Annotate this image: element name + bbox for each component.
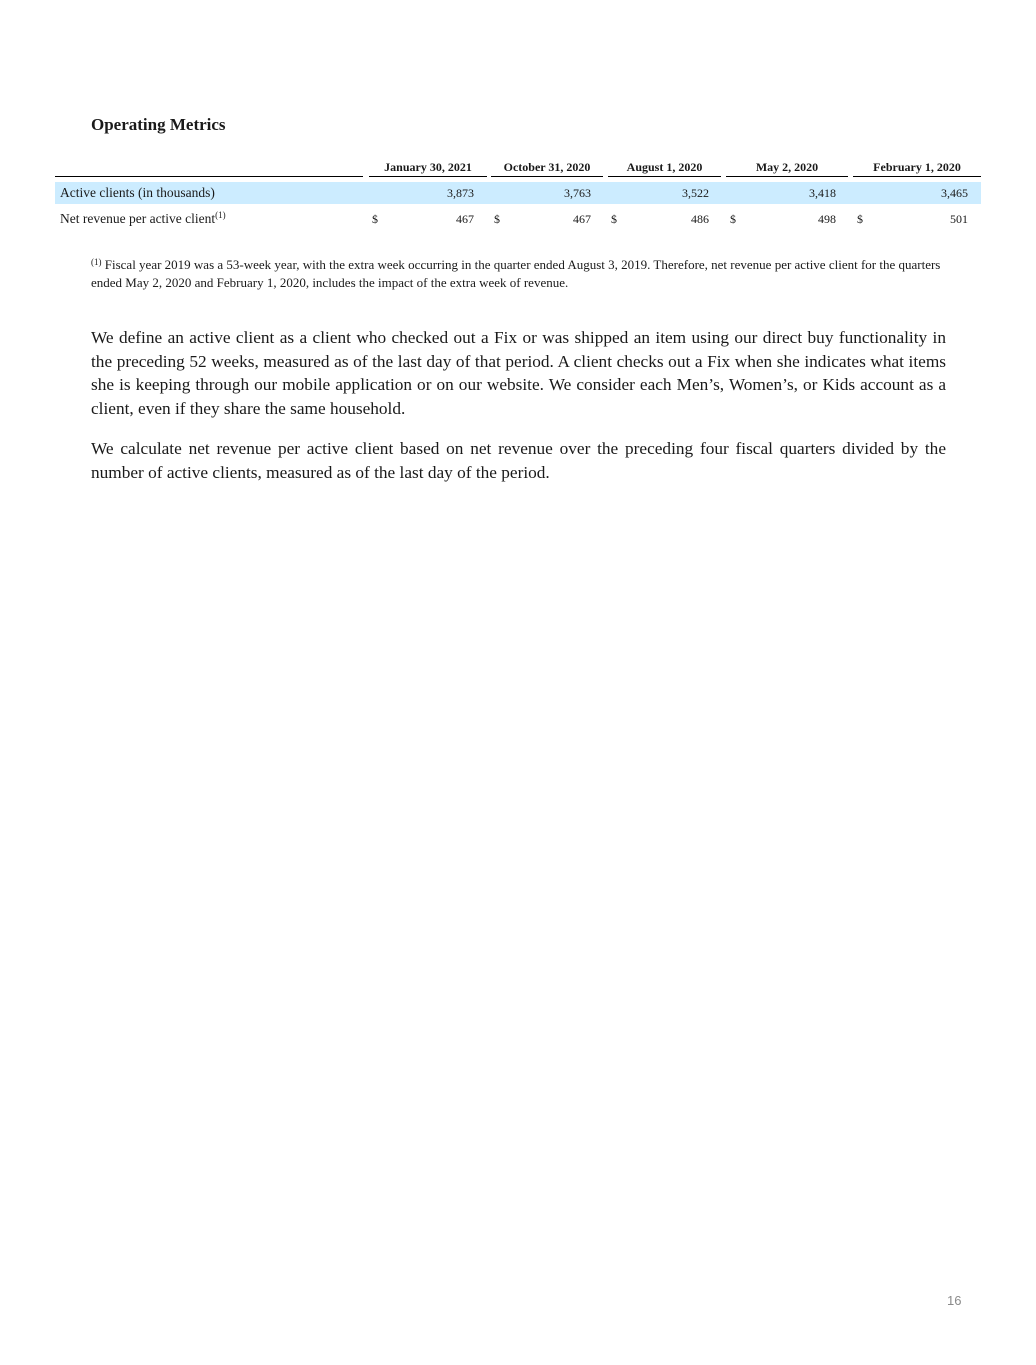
footnote-text: Fiscal year 2019 was a 53-week year, with the extra week occurring in the quarter ended August 3, 2019. Therefore, net revenue per active client for the quarters ended May 2, 2020 and February 1, 2020, includes the impact of the extra week of revenue. (91, 257, 941, 290)
table-cell: 3,873 (447, 186, 474, 200)
column-header-oct-31-2020: October 31, 2020 (491, 158, 603, 177)
paragraph-net-revenue-calculation: We calculate net revenue per active client based on net revenue over the preceding four fiscal quarters divided by the number of active clients, measured as of the last day of the period. (91, 439, 946, 482)
footnote-marker: (1) (215, 210, 226, 220)
table-cell: 498 (818, 212, 836, 226)
table-cell: 3,763 (564, 186, 591, 200)
currency-symbol: $ (372, 212, 378, 226)
currency-symbol: $ (494, 212, 500, 226)
table-cell: 467 (573, 212, 591, 226)
header-label-column (55, 158, 363, 177)
operating-metrics-table (55, 158, 981, 238)
table-cell: 3,522 (682, 186, 709, 200)
table-cell: 486 (691, 212, 709, 226)
section-title: Operating Metrics (91, 115, 226, 134)
currency-symbol: $ (611, 212, 617, 226)
column-header-aug-1-2020: August 1, 2020 (608, 158, 721, 177)
footnote (91, 256, 951, 292)
column-header-feb-1-2020: February 1, 2020 (853, 158, 981, 177)
row-label: Net revenue per active client$^{(1)}$ (60, 210, 226, 226)
table-cell: 3,418 (809, 186, 836, 200)
table-row-net-revenue-per-active-client (55, 208, 981, 230)
column-header-jan-30-2021: January 30, 2021 (369, 158, 487, 177)
paragraph-active-client-definition: We define an active client as a client who checked out a Fix or was shipped an item using our direct buy functionality in the preceding 52 weeks, measured as of the last day of that period. A client checks out a Fix when she indicates what items she is keeping through our mobile application or on our website. We consider each Men’s, Women’s, or Kids account as a client, even if they share the same household. (91, 328, 946, 418)
currency-symbol: $ (730, 212, 736, 226)
table-cell: 467 (456, 212, 474, 226)
table-cell: 3,465 (941, 186, 968, 200)
column-header-may-2-2020: May 2, 2020 (726, 158, 848, 177)
row-label: Active clients (in thousands) (60, 185, 215, 200)
table-row-active-clients (55, 182, 981, 204)
page-number: 16 (947, 1293, 962, 1308)
currency-symbol: $ (857, 212, 863, 226)
table-cell: 501 (950, 212, 968, 226)
footnote-marker: (1) (91, 257, 102, 267)
